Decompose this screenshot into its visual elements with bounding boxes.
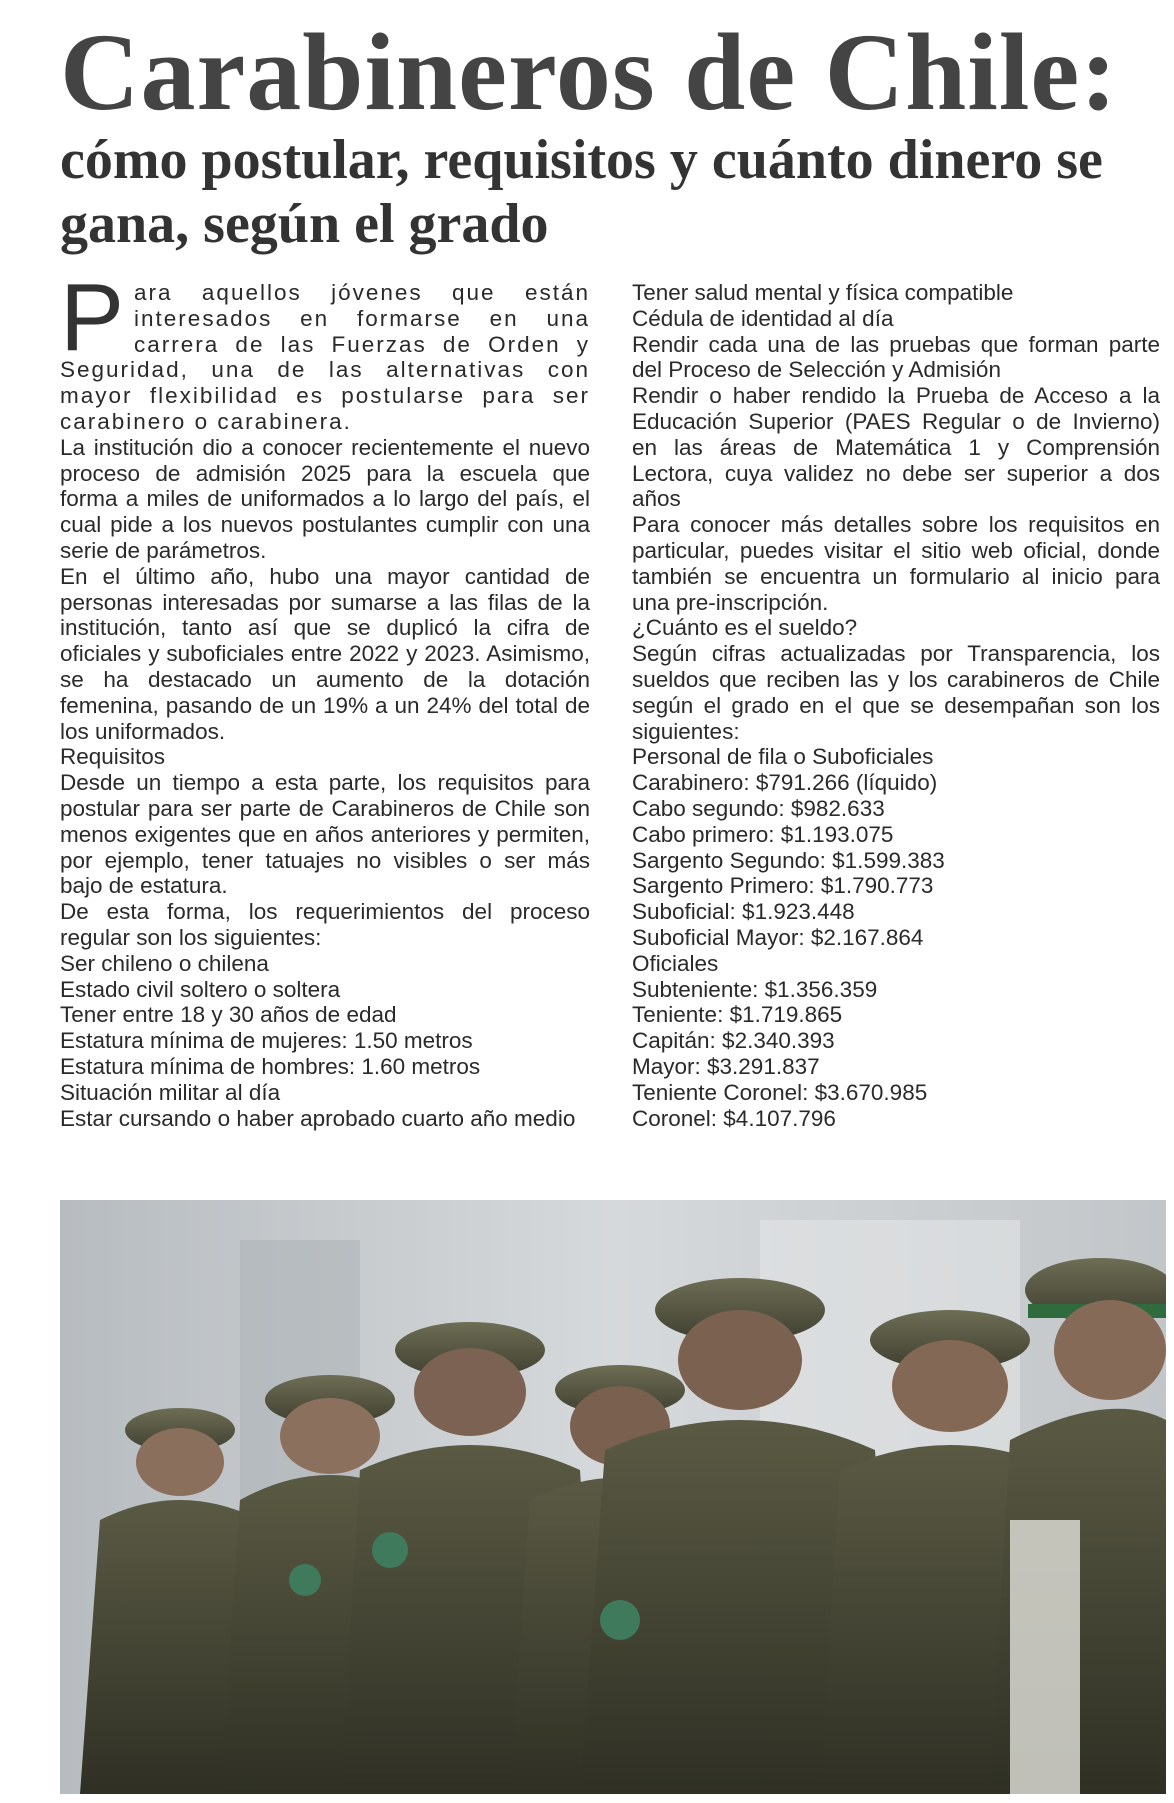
requirement-item: Ser chileno o chilena (60, 950, 269, 976)
requirement-item: Situación militar al día (60, 1079, 281, 1105)
salary-item: Coronel: $4.107.796 (632, 1105, 836, 1131)
paragraph-requirements-intro: Desde un tiempo a esta parte, los requisitos para postular para ser parte de Carabineros de Chile son menos exigentes que en años anteriores y permiten, por ejemplo, tener tatuajes no visibles o ser más bajo de estatura. (60, 770, 590, 899)
paragraph-requirements-list-intro: De esta forma, los requerimientos del proceso regular son los siguientes: (60, 899, 590, 950)
salary-item: Cabo primero: $1.193.075 (632, 821, 894, 847)
salary-item: Capitán: $2.340.393 (632, 1028, 835, 1054)
requirement-item: Rendir cada una de las pruebas que forman parte del Proceso de Selección y Admisión (632, 331, 1160, 383)
requirement-item: Estatura mínima de hombres: 1.60 metros (60, 1053, 481, 1079)
requisitos-heading: Requisitos (60, 744, 166, 770)
requirement-item: Cédula de identidad al día (632, 305, 894, 331)
suboficiales-heading: Personal de fila o Suboficiales (632, 744, 934, 770)
salary-item: Suboficial: $1.923.448 (632, 899, 855, 925)
requirement-item: Rendir o haber rendido la Prueba de Acceso a la Educación Superior (PAES Regular o de Invierno) en las áreas de Matemática 1 y Comprensión Lectora, cuya validez no debe ser superior a dos años (632, 383, 1160, 512)
requirement-item: Estatura mínima de mujeres: 1.50 metros (60, 1028, 473, 1054)
lead-text: ara aquellos jóvenes que están interesados en formarse en una carrera de las Fuerzas de Orden y Seguridad, una de las alternativas con mayor flexibilidad es postularse para ser carabinero o carabinera. (60, 280, 590, 434)
salary-item: Sargento Primero: $1.790.773 (632, 873, 934, 899)
paragraph-growth: En el último año, hubo una mayor cantidad de personas interesadas por sumarse a las filas de la institución, tanto así que se duplicó la cifra de oficiales y suboficiales entre 2022 y 2023. Asimismo, se ha destacado un aumento de la dotación femenina, pasando de un 19% a un 24% del total de los uniformados. (60, 563, 590, 744)
right-column (632, 280, 1160, 1131)
requirement-item: Estado civil soltero o soltera (60, 976, 341, 1002)
requirement-item: Tener entre 18 y 30 años de edad (60, 1002, 397, 1028)
drop-cap: P (60, 264, 125, 371)
salary-item: Suboficial Mayor: $2.167.864 (632, 924, 924, 950)
requirement-item: Estar cursando o haber aprobado cuarto año medio (60, 1105, 576, 1131)
paragraph-admission: La institución dio a conocer recientemente el nuevo proceso de admisión 2025 para la escuela que forma a miles de uniformados a lo largo del país, el cual pide a los nuevos postulantes cumplir con una serie de parámetros. (60, 434, 590, 563)
salary-item: Subteniente: $1.356.359 (632, 976, 878, 1002)
salary-item: Teniente: $1.719.865 (632, 1002, 843, 1028)
salary-item: Mayor: $3.291.837 (632, 1053, 820, 1079)
requirement-item: Tener salud mental y física compatible (632, 280, 1014, 305)
carabineros-photo-illustration (60, 1200, 1166, 1794)
paragraph-salaries-intro: Según cifras actualizadas por Transparencia, los sueldos que reciben las y los carabineros de Chile según el grado en el que se desempañan son los siguientes: (632, 641, 1160, 744)
oficiales-heading: Oficiales (632, 950, 719, 976)
lead-paragraph (60, 264, 590, 435)
salary-item: Carabinero: $791.266 (líquido) (632, 770, 938, 796)
article-subtitle: cómo postular, requisitos y cuánto dinero se gana, según el grado (60, 129, 1103, 255)
salary-item: Sargento Segundo: $1.599.383 (632, 847, 945, 873)
article-title: Carabineros de Chile: (60, 11, 1118, 133)
salary-item: Teniente Coronel: $3.670.985 (632, 1079, 928, 1105)
left-column (60, 264, 590, 1131)
paragraph-more-info: Para conocer más detalles sobre los requisitos en particular, puedes visitar el sitio web oficial, donde también se encuentra un formulario al inicio para una pre-inscripción. (632, 512, 1160, 615)
sueldo-heading: ¿Cuánto es el sueldo? (632, 615, 858, 641)
salary-item: Cabo segundo: $982.633 (632, 795, 885, 821)
article-photo (60, 1200, 1166, 1794)
